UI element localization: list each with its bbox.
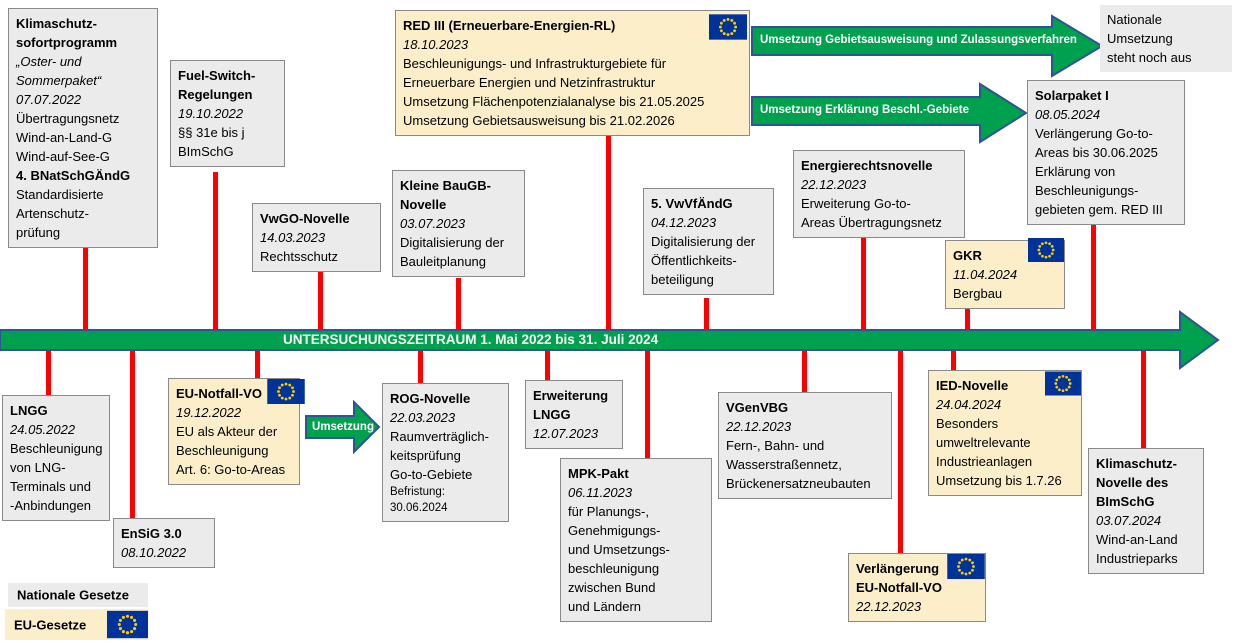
box-line: 24.05.2022: [10, 422, 76, 437]
box-ensig-30: [113, 518, 215, 568]
box-vgenvbg: [718, 392, 892, 499]
box-line: Novelle des: [1096, 475, 1169, 490]
box-line: Energierechtsnovelle: [801, 158, 933, 173]
eu-flag-icon: [1045, 371, 1081, 396]
box-line: 04.12.2023: [651, 215, 717, 230]
legend-eu-label: EU-Gesetze: [14, 617, 87, 632]
box-line: Umsetzung: [1107, 31, 1173, 46]
box-line: Wind-auf-See-G: [16, 149, 110, 164]
box-line: BImSchG: [1096, 494, 1155, 509]
box-line: Erneuerbare Energien und Netzinfrastruktur: [403, 75, 656, 90]
box-line: Erweiterung Go-to-: [801, 196, 911, 211]
arrow-erklaerung-label: Umsetzung Erklärung Beschl.-Gebiete: [760, 104, 969, 116]
box-line: Solarpaket I: [1035, 88, 1109, 103]
box-line: Umsetzung Flächenpotenzialanalyse bis 21.05.2025: [403, 94, 705, 109]
box-line: Umsetzung bis 1.7.26: [936, 473, 1062, 488]
box-line: Beschleunigungs-: [1035, 183, 1139, 198]
box-line: Digitalisierung der: [400, 235, 505, 250]
box-line: Rechtsschutz: [260, 249, 339, 264]
box-line: prüfung: [16, 225, 61, 240]
box-rog-novelle: [382, 383, 509, 522]
eu-flag-icon: [107, 609, 148, 640]
box-line: Verlängerung Go-to-: [1035, 126, 1153, 141]
box-line: 4. BNatSchGÄndG: [16, 168, 131, 183]
box-line: RED III (Erneuerbare-Energien-RL): [403, 18, 616, 33]
box-text: [651, 194, 766, 289]
box-line: 22.12.2023: [856, 599, 922, 614]
timeline-label: UNTERSUCHUNGSZEITRAUM 1. Mai 2022 bis 31. Juli 2024: [283, 332, 659, 347]
box-line: und Ländern: [568, 599, 642, 614]
box-line: Verlängerung: [856, 561, 940, 576]
box-text: [568, 464, 704, 616]
box-line: „Oster- und: [16, 54, 82, 69]
box-verlaengerung-eu-notfall-vo: [848, 553, 986, 622]
box-line: EU-Notfall-VO: [176, 386, 262, 401]
box-line: sofortprogramm: [16, 35, 118, 50]
eu-flag-icon: [947, 554, 985, 579]
box-line: Standardisierte: [16, 187, 104, 202]
box-line: Besonders: [936, 416, 999, 431]
box-line: 19.10.2022: [178, 106, 244, 121]
box-mpk-pakt: [560, 458, 712, 622]
box-line: Übertragungsnetz: [16, 111, 120, 126]
box-line: 03.07.2023: [400, 216, 466, 231]
box-solarpaket-i: [1027, 80, 1185, 225]
box-line: keitsprüfung: [390, 448, 461, 463]
box-line: 30.06.2024: [390, 502, 448, 514]
eu-flag-icon: [267, 379, 305, 404]
box-nationale-umsetzung: [1100, 5, 1232, 72]
arrow-gebietsausweisung-label: Umsetzung Gebietsausweisung und Zulassungsverfahren: [760, 34, 1077, 46]
arrow-erklaerung: [752, 84, 1028, 142]
box-line: Nationale: [1107, 12, 1162, 27]
box-line: Areas Übertragungsnetz: [801, 215, 942, 230]
connector-verlaengerung-eu-notfall: [898, 348, 903, 558]
box-line: Beschleunigungs- und Infrastrukturgebiete für: [403, 56, 667, 71]
box-line: GKR: [953, 248, 982, 263]
box-line: Wasserstraßennetz,: [726, 457, 842, 472]
box-line: Digitalisierung der: [651, 234, 756, 249]
box-line: 07.07.2022: [16, 92, 82, 107]
box-line: MPK-Pakt: [568, 466, 629, 481]
box-text: [1035, 86, 1177, 219]
box-line: beschleunigung: [568, 561, 660, 576]
box-line: Go-to-Gebiete: [390, 467, 473, 482]
box-line: EU-Notfall-VO: [856, 580, 942, 595]
box-line: BImSchG: [178, 144, 234, 159]
box-line: 24.04.2024: [936, 397, 1002, 412]
box-line: 06.11.2023: [568, 485, 633, 500]
box-line: Bergbau: [953, 286, 1003, 301]
box-line: 08.05.2024: [1035, 107, 1101, 122]
box-text: [10, 401, 102, 515]
box-gkr: [945, 240, 1065, 309]
box-line: von LNG-: [10, 460, 66, 475]
box-line: Bauleitplanung: [400, 254, 487, 269]
box-text: [400, 176, 517, 271]
right-arrow-icon: [752, 16, 1104, 76]
box-line: Industrieanlagen: [936, 454, 1033, 469]
legend-eu: [5, 609, 148, 640]
box-line: EnSiG 3.0: [121, 526, 182, 541]
box-kleine-baugb-novelle: [392, 170, 525, 277]
box-line: gebieten gem. RED III: [1035, 202, 1163, 217]
box-line: -Anbindungen: [10, 498, 91, 513]
box-line: Areas bis 30.06.2025: [1035, 145, 1158, 160]
box-line: umweltrelevante: [936, 435, 1031, 450]
box-line: zwischen Bund: [568, 580, 656, 595]
box-eu-notfall-vo: [168, 378, 300, 485]
eu-flag-icon: [1028, 238, 1064, 262]
box-erweiterung-lngg: [525, 380, 623, 449]
box-line: Umsetzung Gebietsausweisung bis 21.02.2026: [403, 113, 675, 128]
box-text: [1096, 454, 1196, 568]
timeline-bar: [0, 312, 1222, 368]
box-line: Raumverträglich-: [390, 429, 489, 444]
box-line: 18.10.2023: [403, 37, 469, 52]
box-line: Industrieparks: [1096, 551, 1178, 566]
connector-red-iii: [606, 136, 611, 333]
box-line: Erklärung von: [1035, 164, 1116, 179]
box-text: [1107, 10, 1225, 67]
box-line: VwGO-Novelle: [260, 211, 350, 226]
box-vwgo-novelle: [252, 203, 381, 272]
box-line: Sommerpaket“: [16, 73, 102, 88]
box-line: Klimaschutz-: [16, 16, 97, 31]
box-line: Genehmigungs-: [568, 523, 661, 538]
box-line: Beschleunigung: [176, 443, 269, 458]
box-line: Novelle: [400, 197, 447, 212]
box-line: steht noch aus: [1107, 50, 1192, 65]
legend-national-label: Nationale Gesetze: [17, 587, 129, 603]
box-line: 11.04.2024: [953, 267, 1018, 282]
box-klimaschutz-sofortprogramm: [8, 8, 158, 248]
box-text: [403, 16, 742, 130]
box-line: Beschleunigung: [10, 441, 103, 456]
box-klimaschutz-novelle-bimschg: [1088, 448, 1204, 574]
box-line: Art. 6: Go-to-Areas: [176, 462, 286, 477]
box-line: Öffentlichkeits-: [651, 253, 737, 268]
box-line: 03.07.2024: [1096, 513, 1162, 528]
box-line: Regelungen: [178, 87, 253, 102]
box-line: Befristung:: [390, 486, 445, 498]
box-line: EU als Akteur der: [176, 424, 278, 439]
box-line: VGenVBG: [726, 400, 789, 415]
box-text: [260, 209, 373, 266]
box-line: Kleine BauGB-: [400, 178, 492, 193]
box-text: [801, 156, 957, 232]
box-line: Wind-an-Land-G: [16, 130, 113, 145]
box-text: [16, 14, 150, 242]
eu-flag-icon: [709, 14, 747, 40]
box-line: Wind-an-Land: [1096, 532, 1178, 547]
arrow-umsetzung: [306, 402, 380, 452]
box-line: 12.07.2023: [533, 426, 599, 441]
connector-fuel-switch: [213, 172, 218, 333]
box-fuel-switch-regelungen: [170, 60, 285, 167]
box-line: Brückenersatzneubauten: [726, 476, 871, 491]
box-ied-novelle: [928, 370, 1082, 496]
box-line: 19.12.2022: [176, 405, 242, 420]
box-text: [533, 386, 615, 443]
box-line: beteiligung: [651, 272, 714, 287]
box-line: Terminals und: [10, 479, 91, 494]
box-vwvfaendg: [643, 188, 774, 295]
box-line: Fuel-Switch-: [178, 68, 256, 83]
box-line: LNGG: [10, 403, 48, 418]
box-line: 22.03.2023: [390, 410, 456, 425]
box-line: 22.12.2023: [726, 419, 792, 434]
box-line: IED-Novelle: [936, 378, 1009, 393]
box-line: 5. VwVfÄndG: [651, 196, 733, 211]
legend-national: [8, 583, 148, 607]
arrow-gebietsausweisung: [752, 16, 1104, 76]
box-line: Klimaschutz-: [1096, 456, 1177, 471]
box-line: 08.10.2022: [121, 545, 187, 560]
box-line: ROG-Novelle: [390, 391, 471, 406]
box-line: LNGG: [533, 407, 571, 422]
box-line: Fern-, Bahn- und: [726, 438, 825, 453]
box-red-iii: [395, 10, 750, 136]
connector-ensig: [130, 348, 135, 524]
box-lngg: [2, 395, 110, 521]
box-line: für Planungs-,: [568, 504, 649, 519]
box-text: [121, 524, 207, 562]
box-line: §§ 31e bis j: [178, 125, 245, 140]
box-text: [178, 66, 277, 161]
box-line: 14.03.2023: [260, 230, 326, 245]
box-line: Artenschutz-: [16, 206, 89, 221]
box-line: und Umsetzungs-: [568, 542, 670, 557]
arrow-umsetzung-label: Umsetzung: [312, 421, 374, 433]
box-line: 22.12.2023: [801, 177, 867, 192]
box-text: [390, 389, 501, 516]
box-text: [726, 398, 884, 493]
box-line: Erweiterung: [533, 388, 609, 403]
box-energierechtsnovelle: [793, 150, 965, 238]
